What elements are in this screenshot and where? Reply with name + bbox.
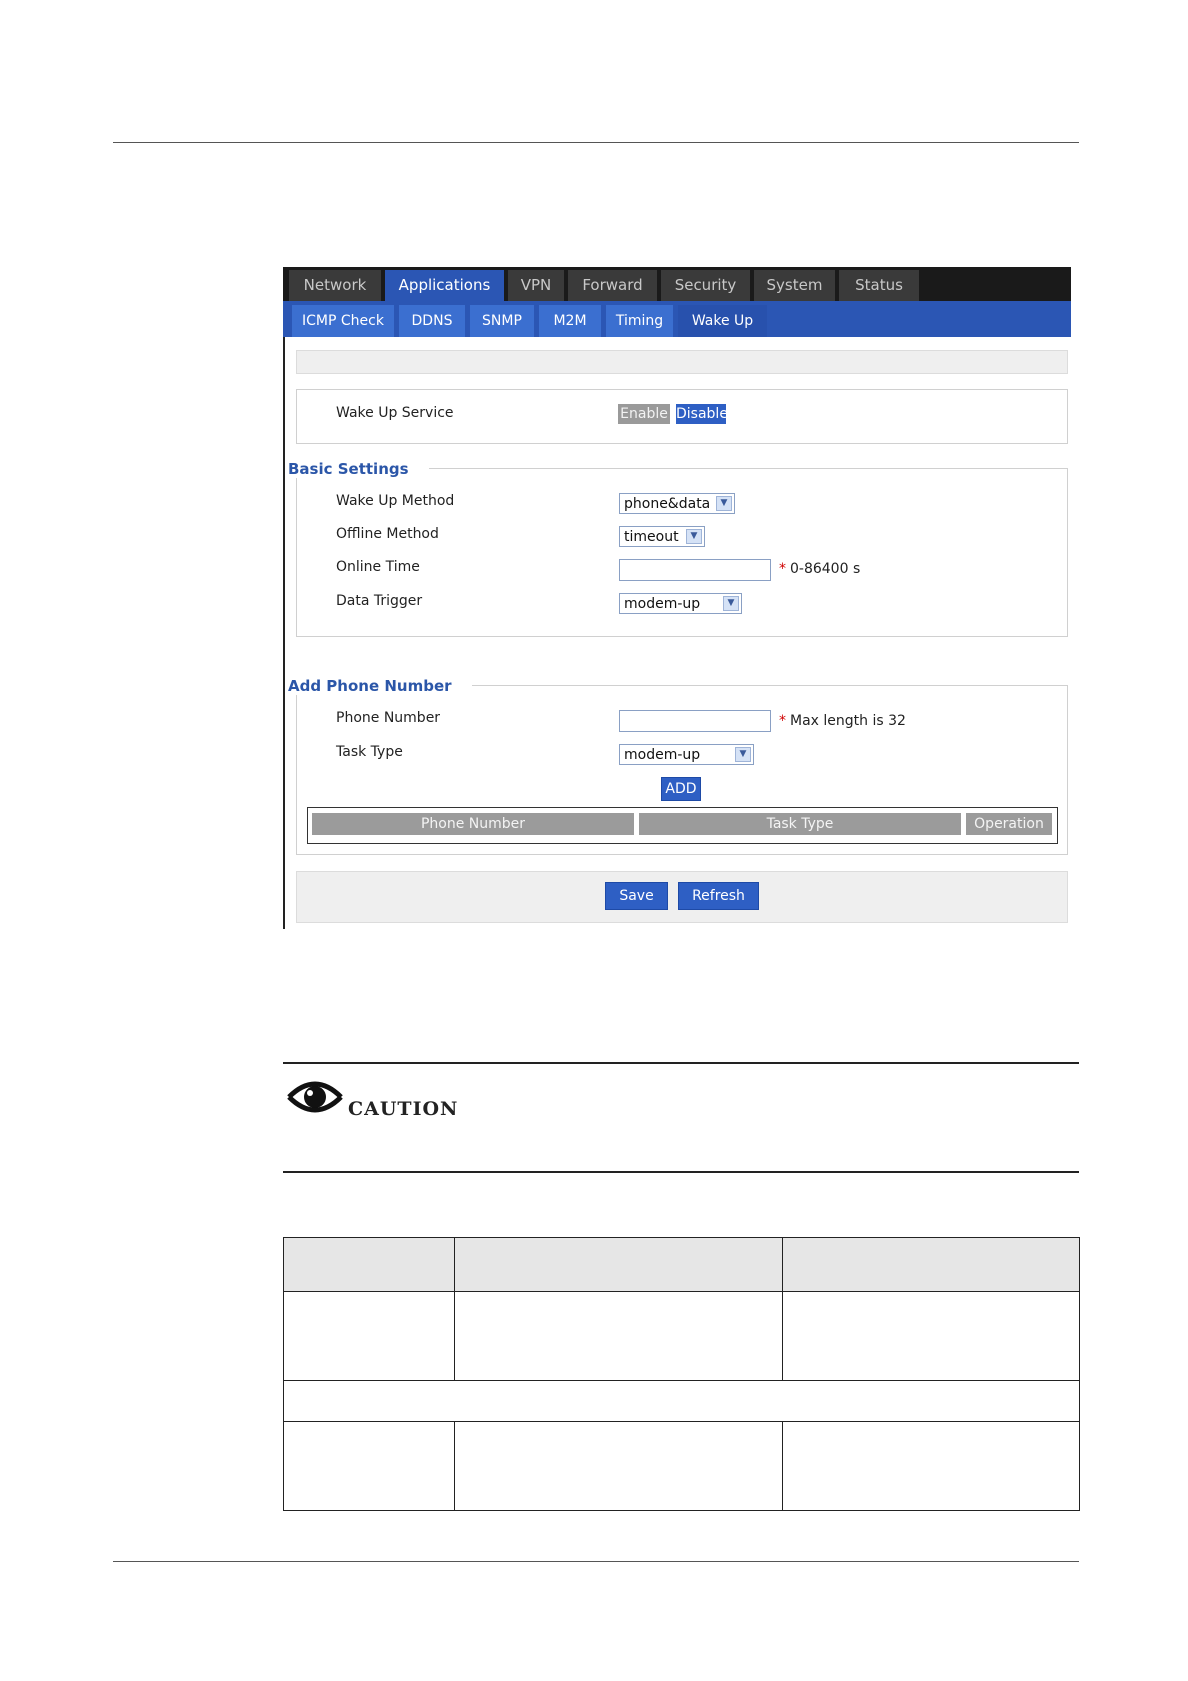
subtab-timing[interactable]: Timing — [606, 305, 673, 337]
page-footer-rule — [113, 1561, 1079, 1562]
subtab-m2m[interactable]: M2M — [539, 305, 601, 337]
data-trigger-label: Data Trigger — [336, 593, 423, 609]
subtab-wake-up[interactable]: Wake Up — [678, 305, 767, 337]
table-cell — [455, 1422, 783, 1511]
phone-number-table — [307, 807, 1058, 844]
task-type-label: Task Type — [336, 744, 403, 760]
table-row — [284, 1381, 1080, 1422]
caution-bottom-rule — [283, 1171, 1079, 1173]
save-button[interactable]: Save — [605, 882, 668, 910]
online-time-label: Online Time — [336, 559, 420, 575]
data-trigger-select[interactable]: modem-up ▼ — [619, 593, 742, 614]
sub-navigation — [283, 301, 1071, 337]
tab-applications[interactable]: Applications — [385, 270, 504, 301]
subtab-icmp-check[interactable]: ICMP Check — [292, 305, 394, 337]
page-header-rule — [113, 142, 1079, 143]
refresh-button[interactable]: Refresh — [678, 882, 759, 910]
table-cell — [284, 1292, 455, 1381]
chevron-down-icon: ▼ — [735, 747, 751, 762]
table-cell — [783, 1422, 1080, 1511]
table-row — [284, 1238, 1080, 1292]
table-header-operation: Operation — [966, 813, 1052, 835]
offline-method-label: Offline Method — [336, 526, 439, 542]
tab-status[interactable]: Status — [839, 270, 919, 301]
online-time-input[interactable] — [619, 559, 771, 581]
add-button[interactable]: ADD — [661, 777, 701, 801]
add-phone-number-title: Add Phone Number — [288, 677, 472, 695]
caution-top-rule — [283, 1062, 1079, 1064]
table-header-phone-number: Phone Number — [312, 813, 634, 835]
offline-method-select[interactable]: timeout ▼ — [619, 526, 705, 547]
tab-system[interactable]: System — [754, 270, 835, 301]
eye-icon — [285, 1075, 345, 1123]
caution-label: CAUTION — [348, 1098, 459, 1120]
phone-number-input[interactable] — [619, 710, 771, 732]
router-web-ui — [283, 267, 1071, 929]
tab-network[interactable]: Network — [289, 270, 381, 301]
task-type-select[interactable]: modem-up ▼ — [619, 744, 754, 765]
basic-settings-title: Basic Settings — [288, 460, 429, 478]
required-marker: * — [779, 713, 786, 729]
phone-number-hint: * Max length is 32 — [779, 713, 906, 729]
enable-button[interactable]: Enable — [618, 404, 670, 424]
header-bar — [296, 350, 1068, 374]
table-header-cell — [284, 1238, 455, 1292]
table-cell — [783, 1292, 1080, 1381]
tab-vpn[interactable]: VPN — [508, 270, 564, 301]
parameter-table — [283, 1237, 1080, 1511]
tab-forward[interactable]: Forward — [568, 270, 657, 301]
tab-security[interactable]: Security — [661, 270, 750, 301]
online-time-hint: * 0-86400 s — [779, 561, 861, 577]
subtab-snmp[interactable]: SNMP — [470, 305, 534, 337]
chevron-down-icon: ▼ — [686, 529, 702, 544]
table-header-task-type: Task Type — [639, 813, 961, 835]
table-cell — [455, 1292, 783, 1381]
table-header-cell — [455, 1238, 783, 1292]
table-cell — [284, 1422, 455, 1511]
disable-button[interactable]: Disable — [676, 406, 728, 422]
table-cell-spanning — [284, 1381, 1080, 1422]
chevron-down-icon: ▼ — [723, 596, 739, 611]
chevron-down-icon: ▼ — [716, 496, 732, 511]
table-row — [284, 1292, 1080, 1381]
subtab-ddns[interactable]: DDNS — [399, 305, 465, 337]
table-header-cell — [783, 1238, 1080, 1292]
top-navigation — [283, 267, 1071, 301]
required-marker: * — [779, 561, 786, 577]
wake-up-method-label: Wake Up Method — [336, 493, 455, 509]
phone-number-label: Phone Number — [336, 710, 441, 726]
wake-up-method-select[interactable]: phone&data ▼ — [619, 493, 735, 514]
wake-up-service-label: Wake Up Service — [336, 405, 454, 421]
table-row — [284, 1422, 1080, 1511]
